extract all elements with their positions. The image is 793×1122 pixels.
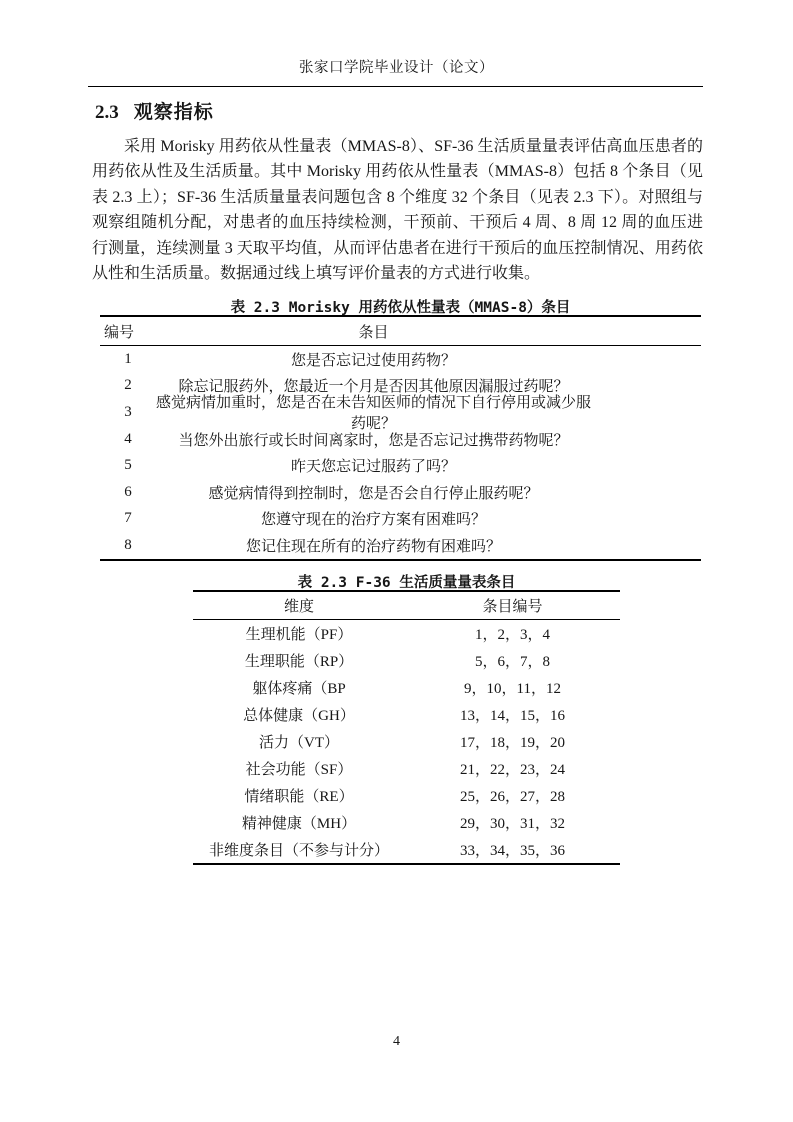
row-items-cell: 17，18，19，20 — [459, 735, 565, 751]
table-row — [100, 452, 701, 479]
table2-sf36 — [193, 590, 620, 865]
row-items-cell: 29，30，31，32 — [459, 816, 565, 832]
table1-header-item: 条目 — [358, 324, 389, 341]
row-number-cell: 7 — [124, 510, 132, 527]
row-items-cell: 13，14，15，16 — [459, 708, 565, 724]
table-row — [100, 479, 701, 506]
row-dimension-cell: 活力（VT） — [259, 735, 339, 751]
row-items-cell: 33，34，35，36 — [459, 843, 565, 859]
table-row — [193, 728, 620, 755]
row-dimension-cell: 情绪职能（RE） — [244, 789, 354, 805]
row-item-cell: 除忘记服药外，您最近一个月是否因其他原因漏服过药呢？ — [178, 379, 569, 396]
row-number-cell: 6 — [124, 483, 132, 500]
table1-header-row — [100, 317, 701, 346]
row-item-cell: 您是否忘记过使用药物？ — [290, 352, 456, 369]
section-number: 2.3 — [95, 102, 119, 123]
running-header: 张家口学院毕业设计（论文） — [299, 60, 494, 76]
section-title: 观察指标 — [133, 102, 214, 123]
row-item-cell: 感觉病情得到控制时，您是否会自行停止服药呢？ — [208, 485, 539, 502]
row-dimension-cell: 总体健康（GH） — [243, 708, 355, 724]
row-items-cell: 1，2，3，4 — [474, 627, 550, 643]
row-items-cell: 21，22，23，24 — [459, 762, 565, 778]
row-dimension-cell: 生理机能（PF） — [245, 627, 353, 643]
row-items-cell: 5，6，7，8 — [474, 654, 550, 670]
row-items-cell: 25，26，27，28 — [459, 789, 565, 805]
table-row — [100, 532, 701, 559]
table1-header-number: 编号 — [104, 324, 135, 341]
header-rule — [88, 86, 703, 87]
table-row — [193, 836, 620, 863]
table2-header-row — [193, 592, 620, 620]
row-item-cell: 感觉病情加重时，您是否在未告知医师的情况下自行停用或减少服药呢？ — [156, 395, 592, 433]
table-row — [193, 782, 620, 809]
row-number-cell: 3 — [124, 403, 132, 420]
row-item-cell: 昨天您忘记过服药了吗？ — [290, 459, 456, 476]
table-row — [193, 647, 620, 674]
row-item-cell: 您遵守现在的治疗方案有困难吗？ — [260, 512, 486, 529]
table-row — [100, 346, 701, 373]
row-item-cell: 您记住现在所有的治疗药物有困难吗？ — [245, 538, 501, 555]
row-dimension-cell: 躯体疼痛（BP — [252, 681, 346, 697]
row-number-cell: 8 — [124, 536, 132, 553]
row-item-cell: 当您外出旅行或长时间离家时，您是否忘记过携带药物呢？ — [178, 432, 569, 449]
table-row — [100, 426, 701, 453]
table1-caption: 表 2.3 Morisky 用药依从性量表（MMAS-8）条目 — [230, 300, 571, 316]
table-row — [100, 395, 701, 433]
table-row — [193, 809, 620, 836]
table-row — [193, 620, 620, 647]
body-paragraph: 采用 Morisky 用药依从性量表（MMAS-8）、SF-36 生活质量量表评估高血压患者的用药依从性及生活质量。其中 Morisky 用药依从性量表（MMAS-8）包括 8 个条目（见表 2.3 上）；SF-36 生活质量量表问题包含 8 个维度 32 个条目（见表 2.3 下）。对照组与观察组随机分配，对患者的血压持续检测，干预前、干预后 4 周、8 周 12 周的血压进行测量，连续测量 3 天取平均值，从而评估患者在进行干预后的血压控制情况、用药依从性和生活质量。数据通过线上填写评价量表的方式进行收集。 — [92, 138, 703, 283]
row-number-cell: 1 — [124, 350, 132, 367]
row-dimension-cell: 精神健康（MH） — [241, 816, 357, 832]
row-number-cell: 4 — [124, 430, 132, 447]
table1-mmas8 — [100, 315, 701, 561]
table2-header-dimension: 维度 — [283, 599, 314, 615]
section-heading — [95, 97, 214, 124]
row-number-cell: 2 — [124, 377, 132, 394]
row-items-cell: 9，10，11，12 — [464, 681, 561, 697]
row-number-cell: 5 — [124, 457, 132, 474]
table-row — [193, 701, 620, 728]
table-row — [193, 674, 620, 701]
page-number: 4 — [393, 1034, 400, 1049]
table2-caption: 表 2.3 F-36 生活质量量表条目 — [297, 575, 516, 591]
table2-header-item-numbers: 条目编号 — [482, 599, 543, 615]
row-dimension-cell: 非维度条目（不参与计分） — [208, 843, 389, 859]
table-row — [193, 755, 620, 782]
row-dimension-cell: 社会功能（SF） — [245, 762, 353, 778]
row-dimension-cell: 生理职能（RP） — [244, 654, 354, 670]
table-row — [100, 506, 701, 533]
